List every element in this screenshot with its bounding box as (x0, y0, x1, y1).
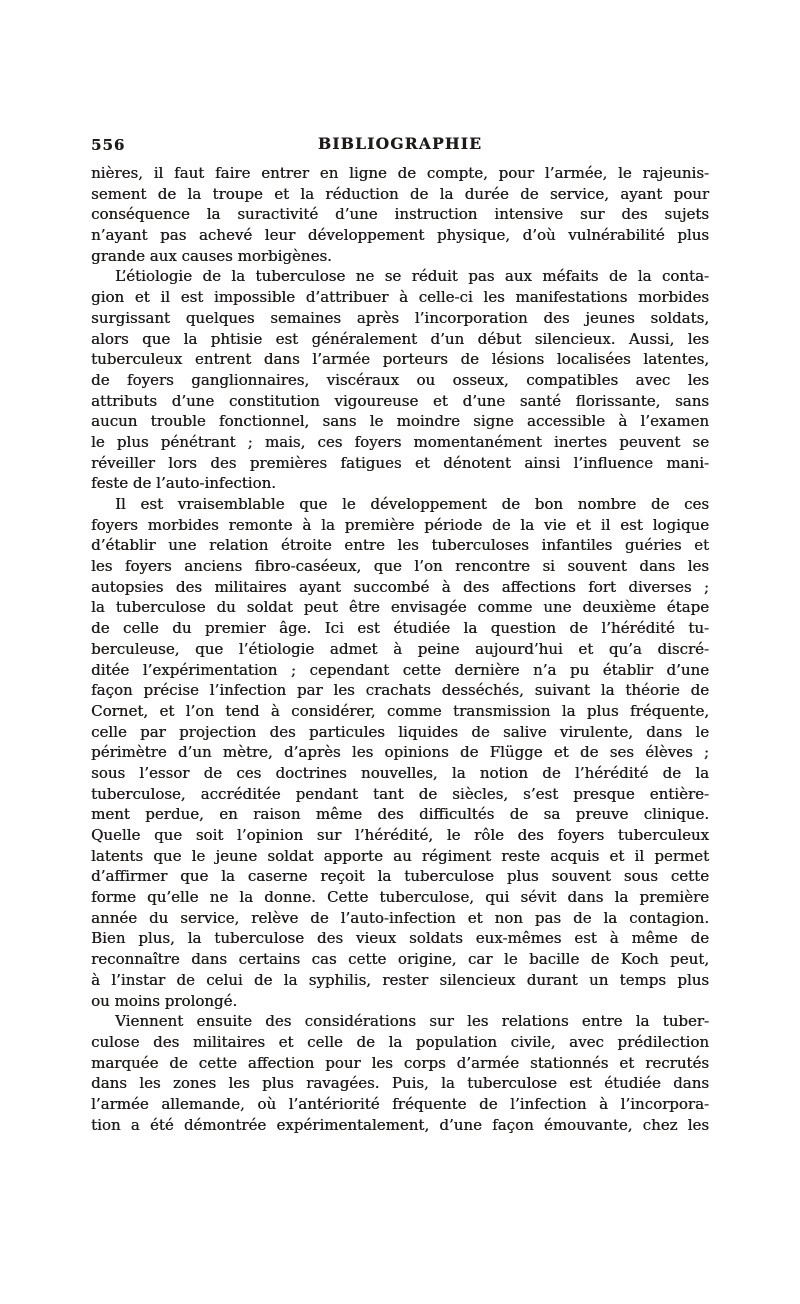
text-line: surgissant quelques semaines après l’incorporation des jeunes soldats, (91, 308, 709, 327)
text-line: tion a été démontrée expérimentalement, d’une façon émouvante, chez les (91, 1115, 709, 1134)
text-line: attributs d’une constitution vigoureuse et d’une santé florissante, sans (91, 391, 709, 410)
text-line: année du service, relève de l’auto-infection et non pas de la contagion. (91, 908, 709, 927)
text-line: celle par projection des particules liquides de salive virulente, dans le (91, 722, 709, 741)
text-line: les foyers anciens fibro-caséeux, que l’on rencontre si souvent dans les (91, 557, 709, 576)
text-line: ment perdue, en raison même des difficultés de sa preuve clinique. (91, 805, 709, 824)
text-line: dans les zones les plus ravagées. Puis, la tuberculose est étudiée dans (91, 1074, 709, 1093)
text-line: l’armée allemande, où l’antériorité fréquente de l’infection à l’incorpora- (91, 1094, 709, 1113)
text-line: ditée l’expérimentation ; cependant cette dernière n’a pu établir d’une (91, 660, 709, 679)
text-line: sous l’essor de ces doctrines nouvelles, la notion de l’hérédité de la (91, 763, 709, 782)
text-line: tuberculose, accréditée pendant tant de siècles, s’est presque entière- (91, 784, 709, 803)
text-line: forme qu’elle ne la donne. Cette tuberculose, qui sévit dans la première (91, 888, 709, 907)
text-line: d’affirmer que la caserne reçoit la tuberculose plus souvent sous cette (91, 867, 709, 886)
page-text (91, 163, 709, 1135)
text-line: Cornet, et l’on tend à considérer, comme transmission la plus fréquente, (91, 701, 709, 720)
page-header (91, 134, 709, 156)
text-line: de celle du premier âge. Ici est étudiée la question de l’hérédité tu- (91, 619, 709, 638)
text-line: Quelle que soit l’opinion sur l’hérédité, le rôle des foyers tuberculeux (91, 826, 709, 844)
text-line: ou moins prolongé. (91, 991, 238, 1010)
text-line: périmètre d’un mètre, d’après les opinions de Flügge et de ses élèves ; (91, 743, 709, 762)
text-line: sement de la troupe et la réduction de la durée de service, ayant pour (91, 184, 709, 203)
text-line: marquée de cette affection pour les corps d’armée stationnés et recrutés (91, 1053, 709, 1072)
text-line: gion et il est impossible d’attribuer à celle-ci les manifestations morbides (91, 288, 709, 307)
text-line: à l’instar de celui de la syphilis, rester silencieux durant un temps plus (91, 970, 709, 989)
text-line: nières, il faut faire entrer en ligne de compte, pour l’armée, le rajeunis- (91, 164, 709, 182)
text-line: aucun trouble fonctionnel, sans le moindre signe accessible à l’examen (91, 412, 709, 431)
text-line: Il est vraisemblable que le développement de bon nombre de ces (115, 495, 709, 513)
text-line: façon précise l’infection par les crachats desséchés, suivant la théorie de (91, 681, 709, 700)
text-line: la tuberculose du soldat peut être envisagée comme une deuxième étape (91, 598, 709, 617)
text-line: L’étiologie de la tuberculose ne se réduit pas aux méfaits de la conta- (115, 267, 709, 286)
text-line: grande aux causes morbigènes. (91, 246, 332, 265)
page-number: 556 (91, 136, 126, 154)
text-line: tuberculeux entrent dans l’armée porteurs de lésions localisées latentes, (91, 350, 709, 369)
text-line: Viennent ensuite des considérations sur les relations entre la tuber- (115, 1012, 709, 1031)
text-line: d’établir une relation étroite entre les tuberculoses infantiles guéries et (91, 536, 709, 555)
text-line: alors que la phtisie est généralement d’un début silencieux. Aussi, les (91, 329, 709, 348)
text-line: le plus pénétrant ; mais, ces foyers momentanément inertes peuvent se (91, 432, 709, 451)
text-line: n’ayant pas achevé leur développement physique, d’où vulnérabilité plus (91, 226, 709, 245)
text-line: réveiller lors des premières fatigues et dénotent ainsi l’influence mani- (91, 453, 709, 472)
text-line: latents que le jeune soldat apporte au régiment reste acquis et il permet (91, 846, 709, 865)
text-line: conséquence la suractivité d’une instruction intensive sur des sujets (91, 205, 709, 224)
text-line: Bien plus, la tuberculose des vieux soldats eux-mêmes est à même de (91, 929, 709, 948)
text-line: feste de l’auto-infection. (91, 474, 276, 493)
text-line: reconnaître dans certains cas cette origine, car le bacille de Koch peut, (91, 950, 709, 969)
running-title: BIBLIOGRAPHIE (317, 134, 483, 153)
text-line: foyers morbides remonte à la première période de la vie et il est logique (91, 515, 709, 534)
text-line: de foyers ganglionnaires, viscéraux ou osseux, compatibles avec les (91, 370, 709, 389)
text-line: berculeuse, que l’étiologie admet à peine aujourd’hui et qu’a discré- (91, 639, 709, 658)
text-line: autopsies des militaires ayant succombé à des affections fort diverses ; (91, 577, 709, 596)
text-line: culose des militaires et celle de la population civile, avec prédilection (91, 1032, 709, 1051)
